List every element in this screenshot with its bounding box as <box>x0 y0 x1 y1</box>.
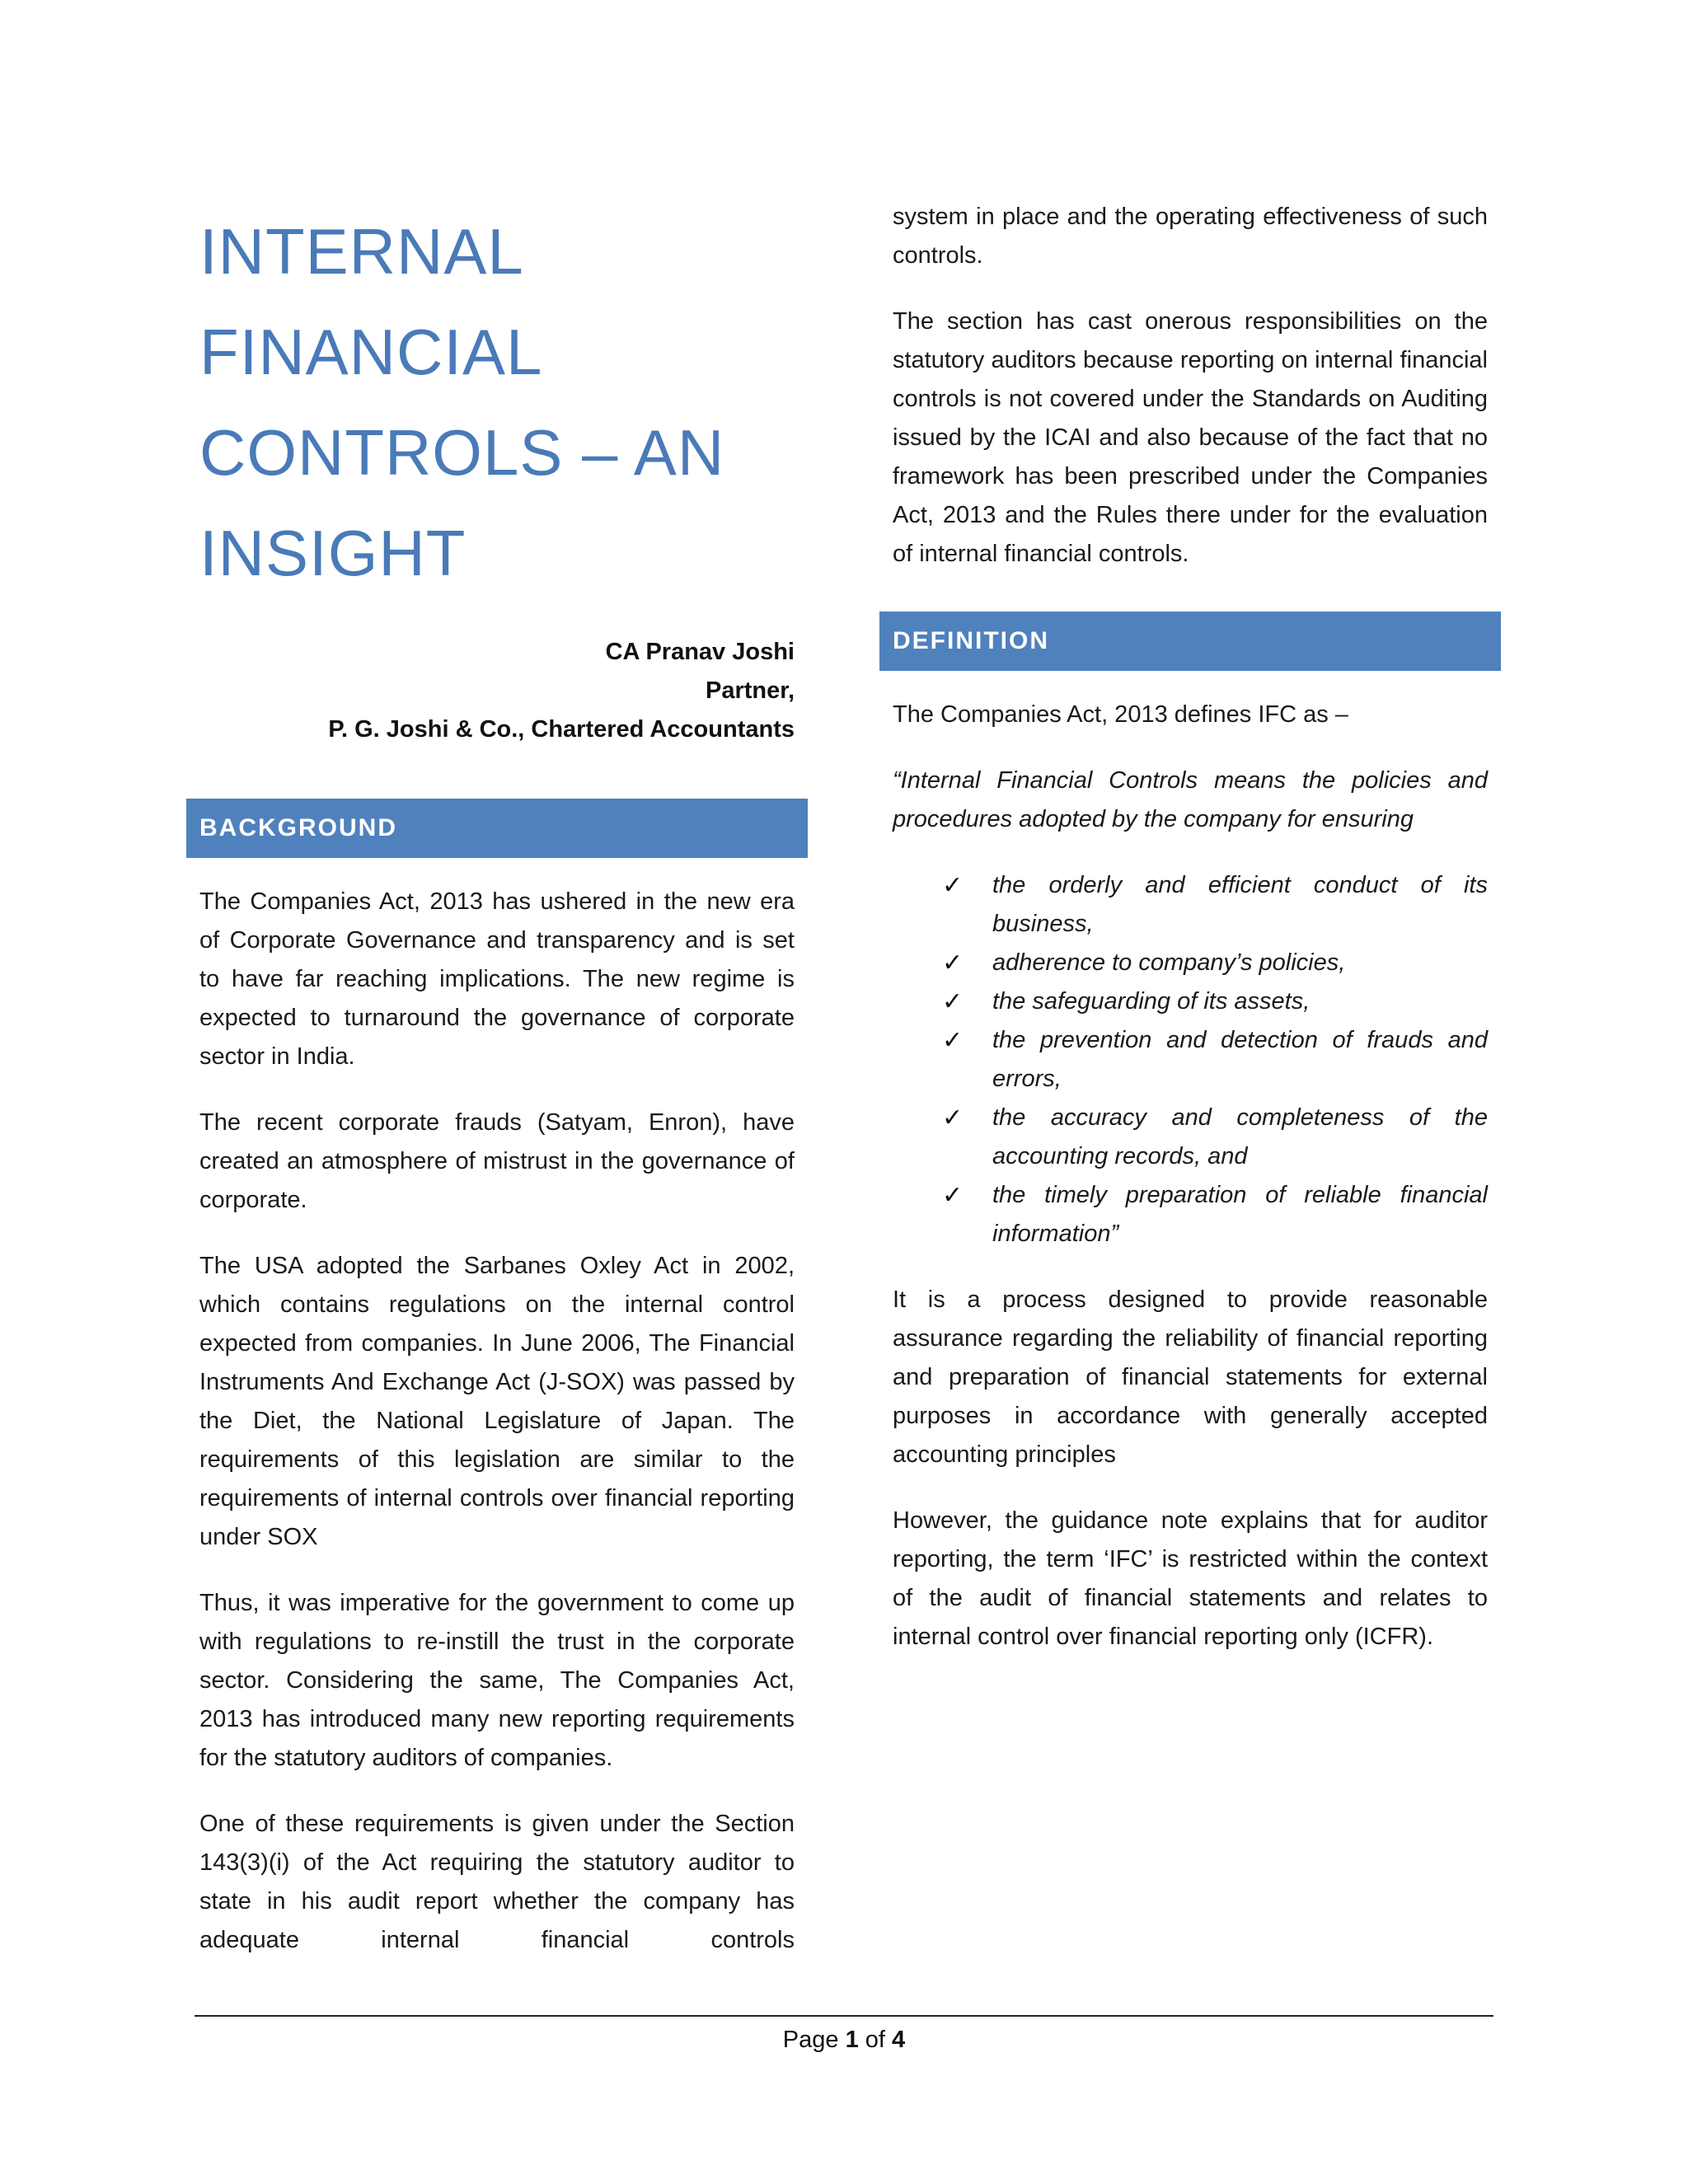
checklist-item <box>893 1099 1488 1176</box>
background-paragraph: The Companies Act, 2013 has ushered in the new era of Corporate Governance and transparency and is set to have far reaching implications. The new regime is expected to turnaround the governance of corporate sector in India. <box>199 888 795 1070</box>
footer-current-page: 1 <box>845 2027 859 2053</box>
footer-rule <box>195 2015 1493 2017</box>
checklist-item <box>893 982 1488 1021</box>
check-mark-icon: ✓ <box>942 949 964 977</box>
background-paragraph: Thus, it was imperative for the government to come up with regulations to re-instill the trust in the corporate sector. Considering the same, The Companies Act, 2013 has introduced many new reporting requirements for the statutory auditors of companies. <box>199 1590 795 1771</box>
title-line: INSIGHT <box>199 517 467 589</box>
checklist-item <box>893 1021 1488 1099</box>
definition-heading: DEFINITION <box>879 612 1501 671</box>
right-column <box>893 198 1488 1657</box>
definition-paragraph: It is a process designed to provide reasonable assurance regarding the reliability of financial reporting and preparation of financial statements for external purposes in accordance with generally accepted accounting principles <box>893 1286 1488 1468</box>
title-line: INTERNAL <box>199 215 524 288</box>
background-paragraph: One of these requirements is given under the Section 143(3)(i) of the Act requiring the statutory auditor to state in his audit report whether the company has adequate internal financial controls <box>199 1811 795 1953</box>
definition-checklist <box>893 866 1488 1254</box>
checklist-item-text: the orderly and efficient conduct of its business, <box>992 872 1488 937</box>
definition-intro: The Companies Act, 2013 defines IFC as – <box>893 701 1348 728</box>
check-mark-icon: ✓ <box>942 988 964 1015</box>
document-title <box>199 201 795 603</box>
title-line: CONTROLS – AN <box>199 416 725 489</box>
checklist-item-text: the timely preparation of reliable financial information” <box>992 1182 1488 1247</box>
section-paragraph: The section has cast onerous responsibilities on the statutory auditors because reporting on internal financial controls is not covered under the Standards on Auditing issued by the ICAI and also because of the fact that no framework has been prescribed under the Companies Act, 2013 and the Rules there under for the evaluation of internal financial controls. <box>893 308 1488 567</box>
check-mark-icon: ✓ <box>942 1027 964 1054</box>
definition-paragraph: However, the guidance note explains that for auditor reporting, the term ‘IFC’ is restricted within the context of the audit of financial statements and relates to internal control over financial reporting only (ICFR). <box>893 1507 1488 1650</box>
checklist-item <box>893 1176 1488 1254</box>
author-role: Partner, <box>706 677 795 704</box>
footer-total-pages: 4 <box>892 2027 906 2053</box>
check-mark-icon: ✓ <box>942 872 964 899</box>
definition-quote: “Internal Financial Controls means the policies and procedures adopted by the company for ensuring <box>893 767 1488 832</box>
page-footer <box>0 2021 1688 2060</box>
checklist-item-text: adherence to company’s policies, <box>992 949 1346 976</box>
background-paragraph: The recent corporate frauds (Satyam, Enron), have created an atmosphere of mistrust in the governance of corporate. <box>199 1109 795 1213</box>
checklist-item-text: the prevention and detection of frauds and errors, <box>992 1027 1488 1092</box>
author-byline <box>199 633 795 749</box>
checklist-item <box>893 866 1488 944</box>
check-mark-icon: ✓ <box>942 1104 964 1132</box>
footer-of-label: of <box>865 2027 885 2053</box>
check-mark-icon: ✓ <box>942 1182 964 1209</box>
background-heading: BACKGROUND <box>186 799 808 858</box>
author-name: CA Pranav Joshi <box>605 639 795 665</box>
checklist-item <box>893 944 1488 982</box>
background-paragraph: The USA adopted the Sarbanes Oxley Act in 2002, which contains regulations on the internal control expected from companies. In June 2006, The Financial Instruments And Exchange Act (J-SOX) was passed by the Diet, the National Legislature of Japan. The requirements of this legislation are similar to the requirements of internal controls over financial reporting under SOX <box>199 1253 795 1550</box>
checklist-item-text: the accuracy and completeness of the accounting records, and <box>992 1104 1488 1169</box>
author-firm: P. G. Joshi & Co., Chartered Accountants <box>328 716 795 743</box>
checklist-item-text: the safeguarding of its assets, <box>992 988 1311 1015</box>
title-line: FINANCIAL <box>199 316 543 388</box>
footer-page-label: Page <box>782 2027 839 2053</box>
continued-paragraph: system in place and the operating effectiveness of such controls. <box>893 204 1488 269</box>
left-column <box>199 198 795 1960</box>
